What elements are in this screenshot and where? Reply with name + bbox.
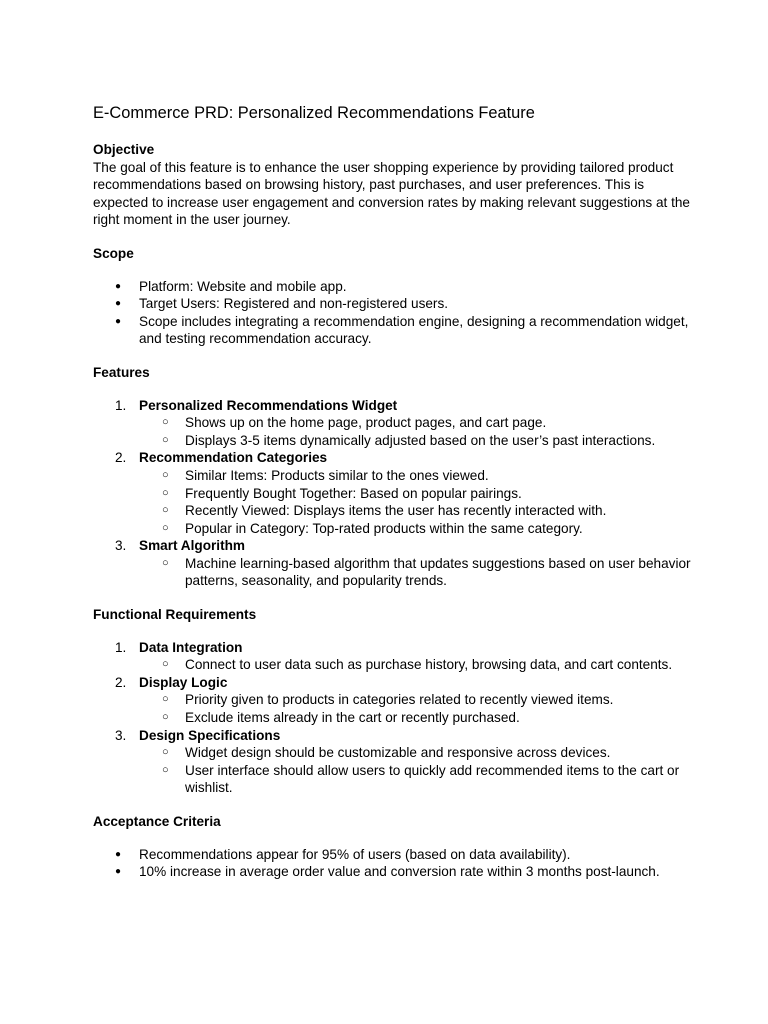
list-item: ● Target Users: Registered and non-registered users.	[93, 295, 693, 313]
functional-heading: Functional Requirements	[93, 607, 257, 623]
item-number: 2.	[115, 450, 127, 466]
item-title: Data Integration	[139, 639, 243, 655]
list-item	[93, 727, 693, 797]
features-list	[93, 397, 693, 591]
item-title: Smart Algorithm	[139, 538, 245, 554]
sub-list-item: ○ Displays 3-5 items dynamically adjusted based on the user’s past interactions.	[139, 432, 693, 450]
scope-heading: Scope	[93, 245, 134, 261]
list-item	[93, 397, 693, 450]
item-title: Display Logic	[139, 674, 228, 690]
item-number: 2.	[115, 674, 127, 690]
sub-list-item: ○ Frequently Bought Together: Based on popular pairings.	[139, 485, 693, 503]
document-page	[93, 103, 693, 897]
item-title: Personalized Recommendations Widget	[139, 397, 398, 413]
sub-list-item: ○ Widget design should be customizable and responsive across devices.	[139, 744, 693, 762]
sub-list-item: ○ User interface should allow users to quickly add recommended items to the cart or wishlist.	[139, 762, 693, 797]
list-item	[93, 674, 693, 727]
functional-section	[93, 606, 693, 797]
sub-list-item: ○ Shows up on the home page, product pages, and cart page.	[139, 414, 693, 432]
item-number: 3.	[115, 538, 127, 554]
acceptance-section	[93, 813, 693, 881]
item-number: 3.	[115, 727, 127, 743]
sub-list-item: ○ Connect to user data such as purchase history, browsing data, and cart contents.	[139, 656, 693, 674]
list-item: ● Scope includes integrating a recommendation engine, designing a recommendation widget, and testing recommendation accuracy.	[93, 313, 693, 348]
item-title: Recommendation Categories	[139, 450, 328, 466]
list-item	[93, 449, 693, 537]
features-section	[93, 364, 693, 590]
acceptance-list	[93, 846, 693, 881]
functional-list	[93, 639, 693, 797]
sub-list-item: ○ Priority given to products in categories related to recently viewed items.	[139, 691, 693, 709]
item-title: Design Specifications	[139, 727, 281, 743]
sub-list-item: ○ Machine learning-based algorithm that updates suggestions based on user behavior patterns, seasonality, and popularity trends.	[139, 555, 693, 590]
list-item: ● 10% increase in average order value and conversion rate within 3 months post-launch.	[93, 863, 693, 881]
objective-text: The goal of this feature is to enhance the user shopping experience by providing tailored product recommendations based on browsing history, past purchases, and user preferences. This is expected to increase user engagement and conversion rates by making relevant suggestions at the right moment in the user journey.	[93, 159, 690, 228]
list-item	[93, 537, 693, 590]
item-number: 1.	[115, 639, 127, 655]
list-item	[93, 639, 693, 674]
list-item: ● Platform: Website and mobile app.	[93, 278, 693, 296]
sub-list-item: ○ Exclude items already in the cart or recently purchased.	[139, 709, 693, 727]
objective-section	[93, 141, 693, 229]
scope-section	[93, 245, 693, 348]
item-number: 1.	[115, 397, 127, 413]
document-title: E-Commerce PRD: Personalized Recommendations Feature	[93, 104, 535, 122]
sub-list-item: ○ Similar Items: Products similar to the ones viewed.	[139, 467, 693, 485]
sub-list-item: ○ Popular in Category: Top-rated products within the same category.	[139, 520, 693, 538]
list-item: ● Recommendations appear for 95% of users (based on data availability).	[93, 846, 693, 864]
acceptance-heading: Acceptance Criteria	[93, 814, 221, 829]
objective-heading: Objective	[93, 142, 155, 157]
features-heading: Features	[93, 364, 150, 380]
sub-list-item: ○ Recently Viewed: Displays items the user has recently interacted with.	[139, 502, 693, 520]
scope-list	[93, 278, 693, 348]
